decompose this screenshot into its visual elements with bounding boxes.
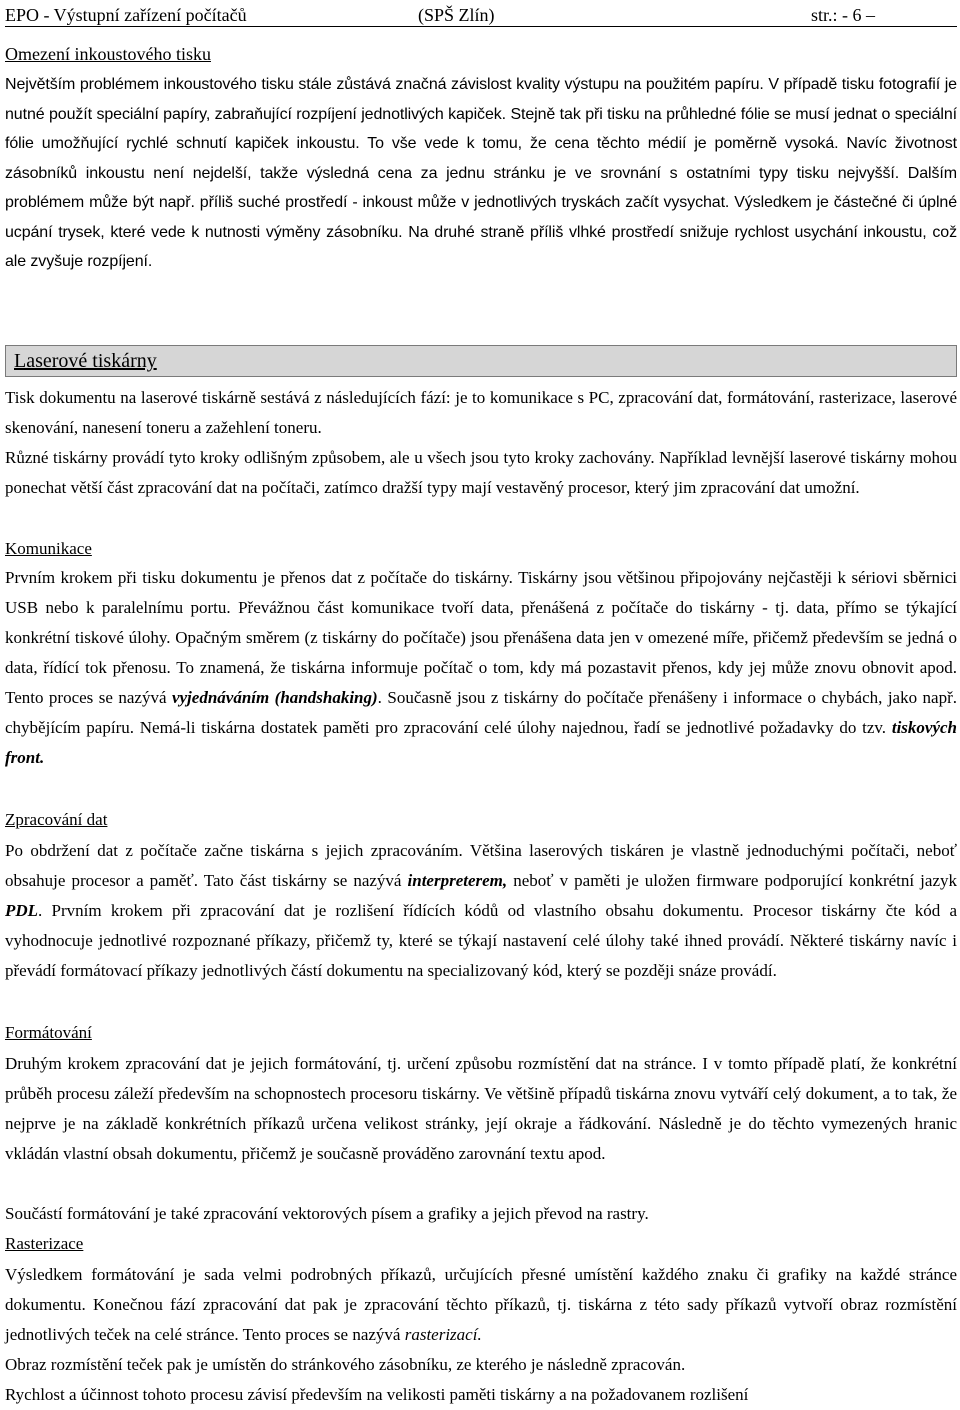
formatting-paragraph: Druhým krokem zpracování dat je jejich formátování, tj. určení způsobu rozmístění dat na stránce. I v tomto případě platí, že konkrétní průběh procesu záleží především na schopnostech procesoru tiskárny. Ve většině případů tiskárna znovu vytváří celý dokument, a to tak, že nejprve je na základě konkrétních příkazů určena velikost stránky, její okraje a řádkování. Následně je do těchto vymezených hranic vkládán vlastní obsah dokumentu, přičemž je současně prováděno zarovnání textu apod. bbox=[5, 1054, 957, 1163]
formatting-paragraph-2: Součástí formátování je také zpracování vektorových písem a grafiky a jejich převod na rastry. bbox=[5, 1204, 649, 1223]
laser-intro-paragraph-1: Tisk dokumentu na laserové tiskárně sestává z následujících fází: je to komunikace s PC, zpracování dat, formátování, rasterizace, laserové skenování, nanesení toneru a zažehlení toneru. bbox=[5, 388, 957, 437]
inkjet-limits-title: Omezení inkoustového tisku bbox=[5, 44, 211, 64]
rasterization-term: rasterizací. bbox=[404, 1325, 482, 1344]
processing-text-1: Po obdržení dat z počítače začne tiskárna s jejich zpracováním. Většina laserových tiskáren je vlastně jednoduchými počítači, neboť obsahuje procesor a paměť. Tato část tiskárny se nazývá bbox=[5, 841, 957, 890]
processing-text-2: neboť v paměti je uložen firmware podporující konkrétní jazyk bbox=[507, 871, 957, 890]
handshaking-term: vyjednáváním (handshaking) bbox=[171, 688, 378, 707]
rasterization-paragraph-2: Obraz rozmístění teček pak je umístěn do stránkového zásobníku, ze kterého je následně zpracován. bbox=[5, 1355, 686, 1374]
rasterization-paragraph bbox=[5, 1260, 957, 1350]
data-processing-paragraph bbox=[5, 836, 957, 986]
header-title: EPO - Výstupní zařízení počítačů bbox=[5, 5, 247, 25]
header-school: (SPŠ Zlín) bbox=[418, 5, 495, 25]
communication-paragraph bbox=[5, 563, 957, 773]
page-header bbox=[5, 4, 957, 27]
print-queue-term: tiskových front. bbox=[5, 718, 957, 767]
rasterization-text-1: Výsledkem formátování je sada velmi podrobných příkazů, určujících přesné umístění každého znaku či grafiky na každé stránce dokumentu. Konečnou fází zpracování dat pak je zpracování těchto příkazů, tj. tiskárna z této sady příkazů vytvoří obraz rozmístění jednotlivých teček na celé stránce. Tento proces se nazývá bbox=[5, 1265, 957, 1344]
header-page-number: str.: - 6 – bbox=[810, 5, 875, 25]
communication-text-1: Prvním krokem při tisku dokumentu je přenos dat z počítače do tiskárny. Tiskárny jsou většinou připojovány nejčastěji k sériovi sběrnici USB nebo k paralelnímu portu. Převážnou část komunikace tvoří data, přenášená z počítače do tiskárny - tj. data, přímo se týkající konkrétní tiskové úlohy. Opačným směrem (z tiskárny do počítače) jsou přenášena data jen v omezené míře, přičemž především se jedná o data, řídící tok přenosu. To znamená, že tiskárna informuje počítač o tom, kdy má pozastavit přenos, kdy jej může znovu obnovit apod. Tento proces se nazývá bbox=[5, 568, 957, 707]
communication-subtitle: Komunikace bbox=[5, 539, 92, 558]
rasterization-subtitle: Rasterizace bbox=[5, 1234, 84, 1253]
communication-text-2: . Současně jsou z tiskárny do počítače přenášeny i informace o chybách, jako např. chybějícím papíru. Nemá-li tiskárna dostatek paměti pro zpracování celé úlohy najednou, řadí se jednotlivé požadavky do tzv. bbox=[5, 688, 957, 737]
formatting-subtitle: Formátování bbox=[5, 1023, 92, 1042]
rasterization-paragraph-3: Rychlost a účinnost tohoto procesu závisí především na velikosti paměti tiskárny a na požadovanem rozlišení bbox=[5, 1385, 749, 1404]
inkjet-limits-paragraph: Největším problémem inkoustového tisku stále zůstává značná závislost kvality výstupu na použitém papíru. V případě tisku fotografií je nutné použít speciální papíry, zabraňující rozpíjení jednotlivých kapiček. Stejně tak při tisku na průhledné fólie se musí jednat o speciální fólie umožňující rychlé schnutí kapiček inkoustu. To vše vede k tomu, že cena těchto médií je poměrně vysoká. Navíc životnost zásobníků inkoustu není nejdelší, takže výsledná cena za jednu stránku je ve srovnání s ostatními typy tisku nejvyšší. Dalším problémem může být např. příliš suché prostředí - inkoust může v jednotlivých tryskách začít vysychat. Výsledkem je částečné či úplné ucpání trysek, které vede k nutnosti výměny zásobníku. Na druhé straně příliš vlhké prostředí snižuje rychlost usychání inkoustu, což ale zvyšuje rozpíjení. bbox=[5, 76, 957, 270]
laser-intro-paragraph-2: Různé tiskárny provádí tyto kroky odlišným způsobem, ale u všech jsou tyto kroky zachovány. Například levnější laserové tiskárny mohou ponechat větší část zpracování dat na počítači, zatímco dražší typy mají vestavěný procesor, který jim zpracování dat umožní. bbox=[5, 448, 957, 497]
laser-printers-heading-band bbox=[5, 345, 957, 377]
data-processing-subtitle: Zpracování dat bbox=[5, 810, 108, 829]
pdl-term: PDL bbox=[5, 901, 39, 920]
laser-printers-heading: Laserové tiskárny bbox=[14, 350, 157, 372]
processing-text-3: . Prvním krokem při zpracování dat je rozlišení řídících kódů od vlastního obsahu dokumentu. Procesor tiskárny čte kód a vyhodnocuje jednotlivé rozpoznané příkazy, přičemž ty, které se týkají nastavení celé úlohy také ihned provádí. Některé tiskárny navíc i převádí formátovací příkazy jednotlivých částí dokumentu na specializovaný kód, který se později snáze provádí. bbox=[5, 901, 957, 980]
interpreter-term: interpreterem, bbox=[407, 871, 508, 890]
